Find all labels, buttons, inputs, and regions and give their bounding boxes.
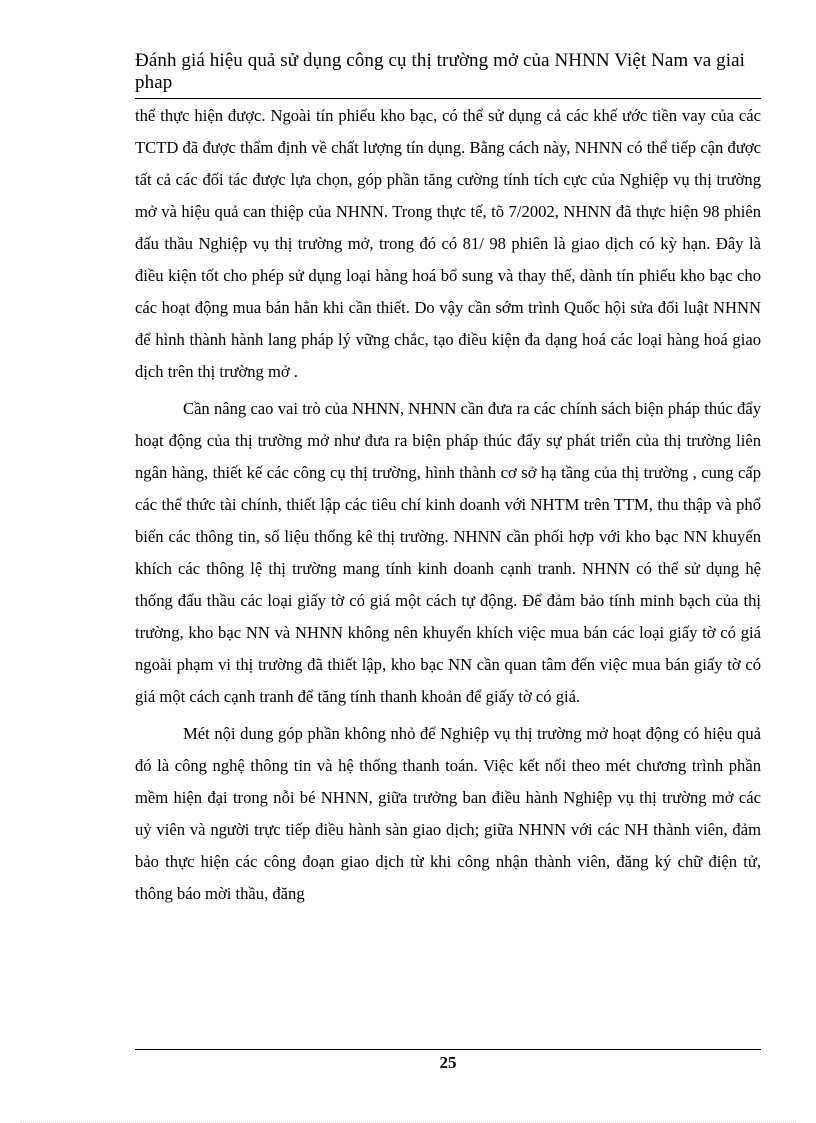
paragraph-technology: Mét nội dung góp phần không nhỏ để Nghiệp vụ thị trường mở hoạt động có hiệu quả đó là công nghệ thông tin và hệ thống thanh toán. Việc kết nối theo mét chương trình phần mềm hiện đại trong nỗi bé NHNN, giữa trưởng ban điều hành Nghiệp vụ thị trường mở các uỷ viên và người trực tiếp điều hành sàn giao dịch; giữa NHNN với các NH thành viên, đảm bảo thực hiện các công đoạn giao dịch từ khi công nhận thành viên, đăng ký chữ điện tử, thông báo mời thầu, đăng xyxy=(135,724,761,903)
page-number: 25 xyxy=(439,1053,457,1072)
footer-divider xyxy=(135,1049,761,1050)
main-text xyxy=(135,100,761,910)
header-divider xyxy=(135,98,761,99)
running-header: Đánh giá hiệu quả sử dụng công cụ thị trường mở của NHNN Việt Nam va giai phap xyxy=(135,50,746,93)
paragraph-nhnn-role: Cần nâng cao vai trò của NHNN, NHNN cần đưa ra các chính sách biện pháp thúc đẩy hoạt động của thị trường mở như đưa ra biện pháp thúc đẩy sự phát triển của thị trường liên ngân hàng, thiết kế các công cụ thị trường, hình thành cơ sở hạ tầng của thị trường , cung cấp các thể thức tài chính, thiết lập các tiêu chí kinh doanh với NHTM trên TTM, thu thập và phổ biến các thông tin, số liệu thống kê thị trường. NHNN cần phối hợp với kho bạc NN khuyến khích các thông lệ thị trường mang tính kinh doanh cạnh tranh. NHNN có thể sử dụng hệ thống đấu thầu các loại giấy tờ có giá một cách tự động. Để đảm bảo tính minh bạch của thị trường, kho bạc NN và NHNN không nên khuyến khích việc mua bán các loại giấy tờ có giá ngoài phạm vi thị trường đã thiết lập, kho bạc NN cần quan tâm đến việc mua bán giấy tờ có giá một cách cạnh tranh để tăng tính thanh khoản để giấy tờ có giá. xyxy=(135,399,761,706)
paragraph-continued: thể thực hiện được. Ngoài tín phiếu kho bạc, có thể sử dụng cả các khế ước tiền vay của các TCTD đã được thẩm định về chất lượng tín dụng. Bằng cách này, NHNN có thể tiếp cận được tất cả các đối tác được lựa chọn, góp phần tăng cường tính tích cực của Nghiệp vụ thị trường mở và hiệu quả can thiệp của NHNN. Trong thực tế, tõ 7/2002, NHNN đã thực hiện 98 phiên đấu thầu Nghiệp vụ thị trường mở, trong đó có 81/ 98 phiên là giao dịch có kỳ hạn. Đây là điều kiện tốt cho phép sử dụng loại hàng hoá bổ sung và thay thế, dành tín phiếu kho bạc cho các hoạt động mua bán hẳn khi cần thiết. Do vậy cần sớm trình Quốc hội sửa đổi luật NHNN để hình thành hành lang pháp lý vững chắc, tạo điều kiện đa dạng hoá các loại hàng hoá giao dịch trên thị trường mở . xyxy=(135,106,761,381)
